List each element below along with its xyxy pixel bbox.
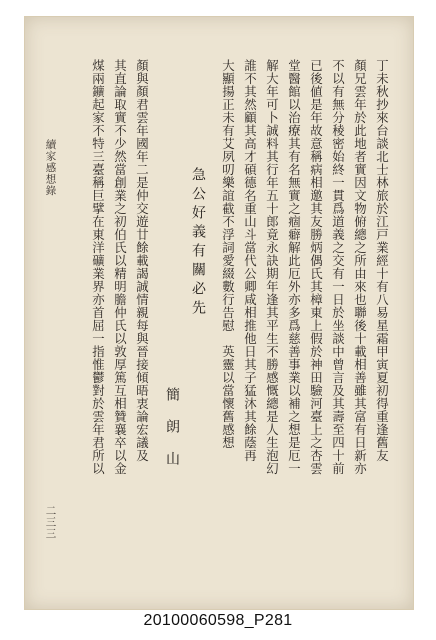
- article1-line-1: 丁未秋抄來台談北士林旅於江戸業經十有八易星霜甲寅夏初得重逢舊友: [374, 59, 390, 462]
- article1-line-5: 堂醫館以治療其有名無實之痼癖解此厄外亦多爲慈善事業以補之想是厄一: [286, 59, 302, 475]
- article1-line-2: 顏兄雲年於此地者實因文物俯總之所由來也聯後十載相善雖其富有日新亦: [352, 59, 368, 475]
- article1-line-8: 大顯揚正未有艾夙叨樂誼截不浮詞愛綴數行告慰 英靈以當懷舊感想: [220, 59, 236, 449]
- article1-line-6: 解大年可卜誠料其行年五十郎竟永訣期年逢其平生不勝感慨總是人生泡幻: [264, 59, 280, 475]
- image-caption: 20100060598_P281: [143, 612, 293, 629]
- article2-line-2: 其直論取實不少然當創業之初伯氏以精明膽仲氏以敦厚篤互相贊襄卒以金: [112, 59, 128, 475]
- article2-line-1: 顏與顏君雲年國年二是仲交遊廿餘載謁誠情親每與晉接傾晤衷論宏議及: [134, 59, 150, 462]
- running-book-title: 續家感想錄: [44, 139, 57, 197]
- book-page: [24, 16, 414, 610]
- article2-title: 急公好義有關必先: [190, 167, 206, 319]
- article1-line-3: 不以有無分稜密始終一貫爲道義之交有一日於坐談中曾言及其壽至四十前: [330, 59, 346, 475]
- article2-author: 簡 朗 山: [164, 387, 180, 467]
- article1-line-7: 誰不其然顧其高才碩德名重山斗當代公卿咸相推他日其子猛沐其餘蔭再: [242, 59, 258, 462]
- article2-line-3: 煤兩鑛起家不特三臺稱巨擘在東洋礦業界亦首屈一指惟鬱對於雲年君所以: [90, 59, 106, 475]
- page-number: 二三三: [44, 505, 57, 540]
- article1-line-4: 已後値是年故意稱病相邀其友勝炳偶氏其樟東上假於神田驗河臺上之杏雲: [308, 59, 324, 475]
